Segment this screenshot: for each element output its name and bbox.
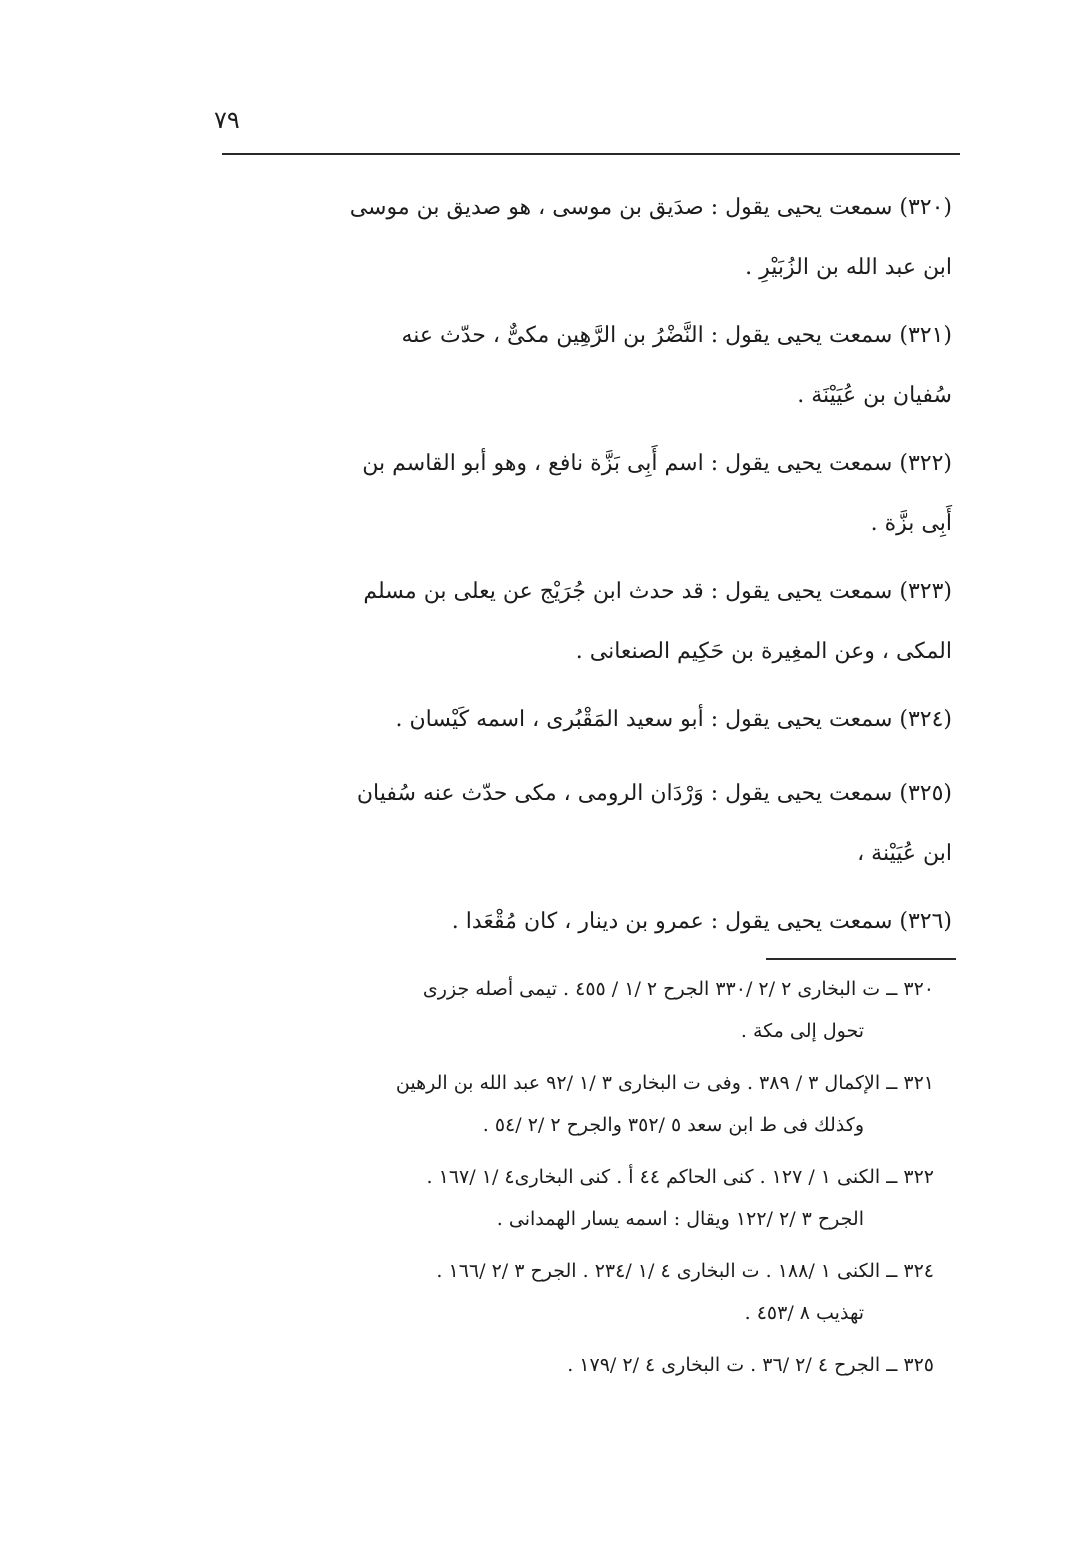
entry-320 <box>222 178 952 298</box>
footnote-320-line-2: تحول إلى مكة . <box>740 1020 864 1042</box>
footnote-321-line-1: ٣٢١ ــ الإكمال ٣ / ٣٨٩ . وفى ت البخارى ٣ /١ /٩٢ عبد الله بن الرهين <box>395 1072 934 1094</box>
entry-322-line-1: (٣٢٢) سمعت يحيى يقول : اسم أَبِى بَزَّة نافع ، وهو أبو القاسم بن <box>362 451 952 476</box>
footnote-322 <box>228 1156 934 1240</box>
main-text <box>222 178 952 966</box>
entry-325 <box>222 764 952 884</box>
footnote-324-line-2: تهذيب ٨ /٤٥٣ . <box>744 1302 864 1324</box>
entry-324 <box>222 690 952 750</box>
entry-324-line-1: (٣٢٤) سمعت يحيى يقول : أبو سعيد المَقْبُرى ، اسمه كَيْسان . <box>395 707 952 732</box>
entry-322 <box>222 434 952 554</box>
footnote-321-line-2: وكذلك فى ط ابن سعد ٥ /٣٥٢ والجرح ٢ /٢ /٥٤ . <box>482 1114 864 1136</box>
footnote-322-line-2: الجرح ٣ /٢ /١٢٢ ويقال : اسمه يسار الهمدانى . <box>496 1208 864 1230</box>
entry-323-line-1: (٣٢٣) سمعت يحيى يقول : قد حدث ابن جُرَيْج عن يعلى بن مسلم <box>363 579 952 604</box>
entry-325-line-1: (٣٢٥) سمعت يحيى يقول : وَرْدَان الرومى ، مكى حدّث عنه سُفيان <box>356 781 952 806</box>
footnotes <box>228 968 934 1396</box>
footnote-320 <box>228 968 934 1052</box>
entry-321-line-1: (٣٢١) سمعت يحيى يقول : النَّضْرُ بن الرَّهِين مكىٌّ ، حدّث عنه <box>401 323 952 348</box>
entry-320-line-2: ابن عبد الله بن الزُبَيْرِ . <box>745 255 952 280</box>
footnote-322-line-1: ٣٢٢ ــ الكنى ١ / ١٢٧ . كنى الحاكم ٤٤ أ . كنى البخارى٤ /١ /١٦٧ . <box>426 1166 934 1188</box>
entry-325-line-2: ابن عُيَيْنة ، <box>857 841 952 866</box>
footnotes-rule <box>766 958 956 960</box>
entry-323 <box>222 562 952 682</box>
entry-321-line-2: سُفيان بن عُيَيْنَة . <box>797 383 952 408</box>
entry-323-line-2: المكى ، وعن المغِيرة بن حَكِيم الصنعانى . <box>575 639 952 664</box>
entry-326 <box>222 892 952 952</box>
footnote-325 <box>228 1344 934 1386</box>
footnote-324 <box>228 1250 934 1334</box>
footnote-324-line-1: ٣٢٤ ــ الكنى ١ /١٨٨ . ت البخارى ٤ /١ /٢٣٤ . الجرح ٣ /٢ /١٦٦ . <box>436 1260 934 1282</box>
entry-320-line-1: (٣٢٠) سمعت يحيى يقول : صدَيق بن موسى ، هو صديق بن موسى <box>349 195 952 220</box>
entry-326-line-1: (٣٢٦) سمعت يحيى يقول : عمرو بن دينار ، كان مُقْعَدا . <box>451 909 952 934</box>
footnote-321 <box>228 1062 934 1146</box>
entry-321 <box>222 306 952 426</box>
page-number: ٧٩ <box>214 106 240 134</box>
header-rule <box>222 153 960 155</box>
footnote-320-line-1: ٣٢٠ ــ ت البخارى ٢ /٢ /٣٣٠ الجرح ٢ /١ / ٤٥٥ . تيمى أصله جزرى <box>422 978 934 1000</box>
entry-322-line-2: أَبِى بزَّة . <box>870 511 952 536</box>
footnote-325-line-1: ٣٢٥ ــ الجرح ٤ /٢ /٣٦ . ت البخارى ٤ /٢ /١٧٩ . <box>567 1354 934 1376</box>
